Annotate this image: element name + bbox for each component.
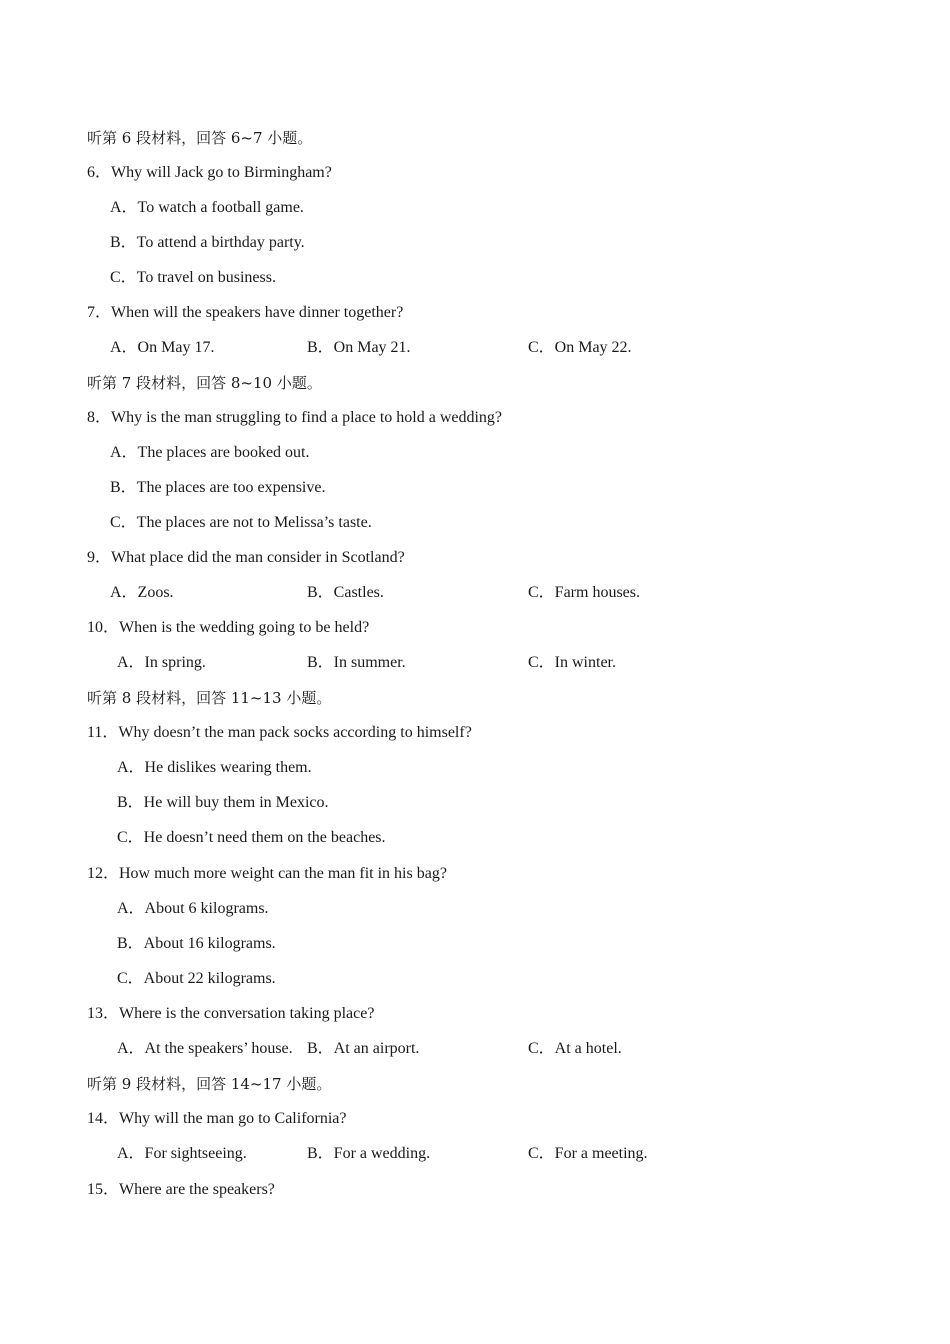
question-7-option-c: C．On May 22. <box>528 339 632 356</box>
question-6-option-b: B．To attend a birthday party. <box>110 234 305 251</box>
question-9-option-b: B．Castles. <box>307 584 384 601</box>
question-10-option-a: A．In spring. <box>117 654 206 671</box>
question-7-option-b: B．On May 21. <box>307 339 411 356</box>
section-heading-8: 听第 8 段材料，回答 11~13 小题。 <box>87 689 332 707</box>
question-8-option-a: A．The places are booked out. <box>110 444 310 461</box>
question-13-stem: 13．Where is the conversation taking place? <box>87 1005 375 1022</box>
question-10-option-c: C．In winter. <box>528 654 616 671</box>
question-15-stem: 15．Where are the speakers? <box>87 1181 275 1198</box>
section-heading-7: 听第 7 段材料，回答 8~10 小题。 <box>87 374 322 392</box>
question-7-option-a: A．On May 17. <box>110 339 215 356</box>
question-6-option-c: C．To travel on business. <box>110 269 276 286</box>
question-12-option-c: C．About 22 kilograms. <box>117 970 276 987</box>
question-7-stem: 7．When will the speakers have dinner together? <box>87 304 404 321</box>
section-heading-6: 听第 6 段材料，回答 6~7 小题。 <box>87 129 313 147</box>
question-10-option-b: B．In summer. <box>307 654 406 671</box>
question-9-stem: 9．What place did the man consider in Scotland? <box>87 549 405 566</box>
question-8-option-b: B．The places are too expensive. <box>110 479 326 496</box>
question-14-option-b: B．For a wedding. <box>307 1145 431 1162</box>
question-14-option-a: A．For sightseeing. <box>117 1145 247 1162</box>
question-13-option-c: C．At a hotel. <box>528 1040 622 1057</box>
question-12-option-b: B．About 16 kilograms. <box>117 935 276 952</box>
question-11-option-a: A．He dislikes wearing them. <box>117 759 312 776</box>
question-6-option-a: A．To watch a football game. <box>110 199 304 216</box>
question-8-option-c: C．The places are not to Melissa’s taste. <box>110 514 372 531</box>
section-heading-9: 听第 9 段材料，回答 14~17 小题。 <box>87 1075 332 1093</box>
question-9-option-a: A．Zoos. <box>110 584 174 601</box>
question-11-stem: 11．Why doesn’t the man pack socks according to himself? <box>87 724 472 741</box>
question-12-option-a: A．About 6 kilograms. <box>117 900 269 917</box>
question-14-option-c: C．For a meeting. <box>528 1145 648 1162</box>
question-13-option-b: B．At an airport. <box>307 1040 420 1057</box>
question-9-option-c: C．Farm houses. <box>528 584 641 601</box>
question-10-stem: 10．When is the wedding going to be held? <box>87 619 370 636</box>
question-6-stem: 6．Why will Jack go to Birmingham? <box>87 164 332 181</box>
question-11-option-c: C．He doesn’t need them on the beaches. <box>117 829 386 846</box>
question-12-stem: 12．How much more weight can the man fit in his bag? <box>87 865 447 882</box>
question-11-option-b: B．He will buy them in Mexico. <box>117 794 329 811</box>
question-13-option-a: A．At the speakers’ house. <box>117 1040 293 1057</box>
question-8-stem: 8．Why is the man struggling to find a place to hold a wedding? <box>87 409 503 426</box>
question-14-stem: 14．Why will the man go to California? <box>87 1110 347 1127</box>
